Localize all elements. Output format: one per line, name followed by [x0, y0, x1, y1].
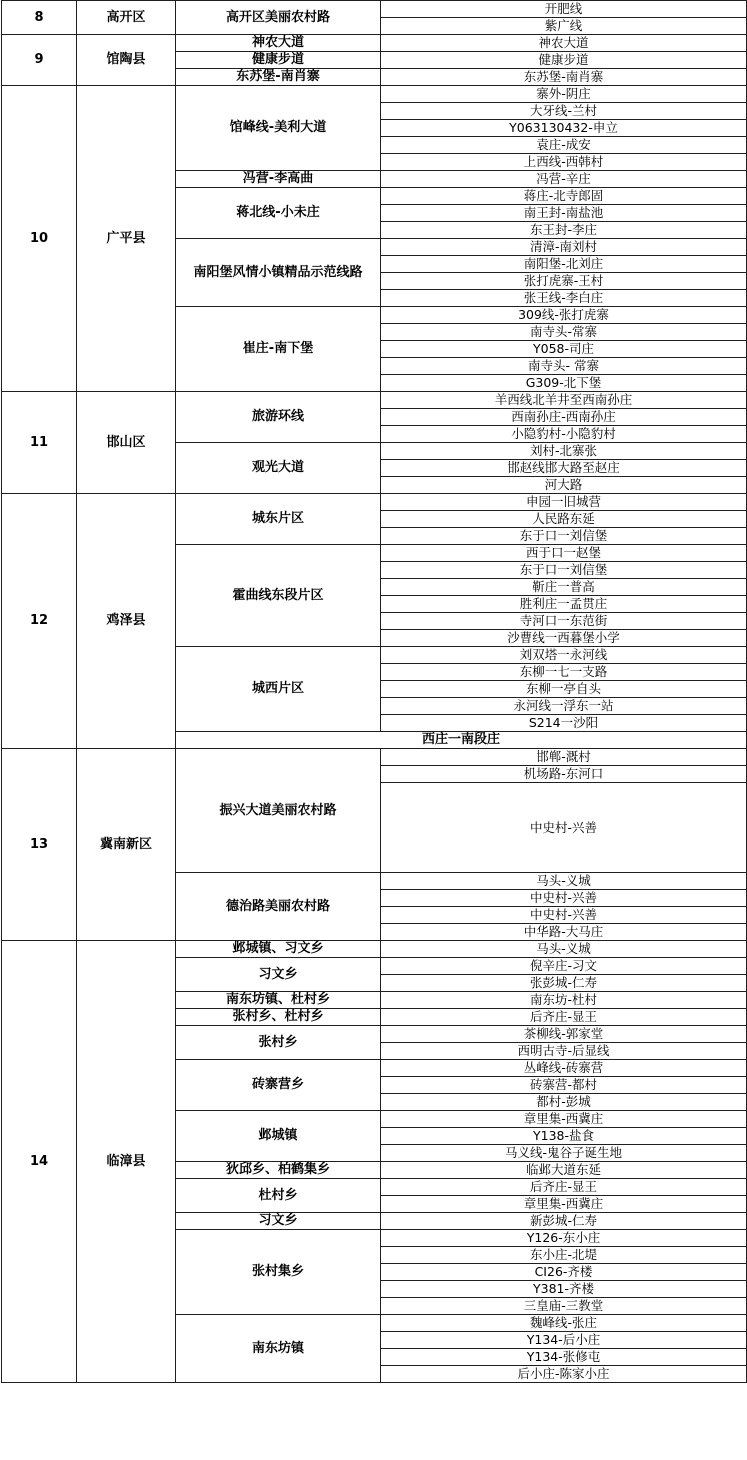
- sheet-table: [1, 0, 747, 1383]
- segment-cell: 机场路-东河口: [381, 766, 747, 783]
- segment-cell: 胜利庄一孟贯庄: [381, 596, 747, 613]
- road-name-cell: 崔庄-南下堡: [176, 307, 381, 392]
- segment-cell: 冯营-辛庄: [381, 171, 747, 188]
- segment-cell: 小隐豹村-小隐豹村: [381, 426, 747, 443]
- segment-cell: CI26-齐楼: [381, 1264, 747, 1281]
- county-cell: 临漳县: [77, 941, 176, 1383]
- road-name-cell: 高开区美丽农村路: [176, 1, 381, 35]
- road-name-cell: 习文乡: [176, 1213, 381, 1230]
- segment-cell: 人民路东延: [381, 511, 747, 528]
- road-name-cell: 邺城镇: [176, 1111, 381, 1162]
- road-name-cell: 德治路美丽农村路: [176, 873, 381, 941]
- segment-cell: 中史村-兴善: [381, 783, 747, 873]
- road-list-table: [1, 0, 746, 1383]
- segment-cell: 中史村-兴善: [381, 890, 747, 907]
- segment-cell: 邯郸-溉村: [381, 749, 747, 766]
- group-number-cell: 12: [2, 494, 77, 749]
- table-row: [2, 494, 747, 511]
- segment-cell: 后齐庄-显王: [381, 1009, 747, 1026]
- county-cell: 冀南新区: [77, 749, 176, 941]
- segment-cell: 西南孙庄-西南孙庄: [381, 409, 747, 426]
- group-number-cell: 10: [2, 86, 77, 392]
- road-name-cell: 张村集乡: [176, 1230, 381, 1315]
- table-row: [2, 392, 747, 409]
- segment-cell: 开肥线: [381, 1, 747, 18]
- road-name-cell: 振兴大道美丽农村路: [176, 749, 381, 873]
- road-name-cell: 神农大道: [176, 35, 381, 52]
- segment-cell: 神农大道: [381, 35, 747, 52]
- segment-cell: 三皇庙-三教堂: [381, 1298, 747, 1315]
- road-name-cell: 西庄一南段庄: [176, 732, 747, 749]
- segment-cell: 刘村-北寨张: [381, 443, 747, 460]
- road-name-cell: 城西片区: [176, 647, 381, 732]
- segment-cell: 羊西线北羊井至西南孙庄: [381, 392, 747, 409]
- segment-cell: 东苏堡-南肖寨: [381, 69, 747, 86]
- segment-cell: 新彭城-仁寿: [381, 1213, 747, 1230]
- segment-cell: 申园一旧城营: [381, 494, 747, 511]
- group-number-cell: 8: [2, 1, 77, 35]
- county-cell: 高开区: [77, 1, 176, 35]
- table-row: [2, 35, 747, 52]
- segment-cell: 后小庄-陈家小庄: [381, 1366, 747, 1383]
- segment-cell: 南东坊-杜村: [381, 992, 747, 1009]
- segment-cell: 丛峰线-砖寨营: [381, 1060, 747, 1077]
- group-number-cell: 11: [2, 392, 77, 494]
- segment-cell: 茶柳线-郭家堂: [381, 1026, 747, 1043]
- segment-cell: 南寺头- 常寨: [381, 358, 747, 375]
- segment-cell: 309线-张打虎寨: [381, 307, 747, 324]
- county-cell: 鸡泽县: [77, 494, 176, 749]
- segment-cell: 南阳堡-北刘庄: [381, 256, 747, 273]
- county-cell: 邯山区: [77, 392, 176, 494]
- segment-cell: 章里集-西冀庄: [381, 1196, 747, 1213]
- road-name-cell: 杜村乡: [176, 1179, 381, 1213]
- segment-cell: 东于口一刘信堡: [381, 562, 747, 579]
- segment-cell: Y126-东小庄: [381, 1230, 747, 1247]
- road-name-cell: 东苏堡-南肖寨: [176, 69, 381, 86]
- segment-cell: 中华路-大马庄: [381, 924, 747, 941]
- road-name-cell: 砖寨营乡: [176, 1060, 381, 1111]
- group-number-cell: 13: [2, 749, 77, 941]
- road-name-cell: 馆峰线-美利大道: [176, 86, 381, 171]
- segment-cell: 南王封-南盐池: [381, 205, 747, 222]
- road-name-cell: 张村乡: [176, 1026, 381, 1060]
- segment-cell: 东王封-李庄: [381, 222, 747, 239]
- segment-cell: 砖寨营-都村: [381, 1077, 747, 1094]
- segment-cell: 马头-义城: [381, 873, 747, 890]
- segment-cell: 袁庄-成安: [381, 137, 747, 154]
- segment-cell: 倪辛庄-习文: [381, 958, 747, 975]
- county-cell: 馆陶县: [77, 35, 176, 86]
- table-row: [2, 941, 747, 958]
- segment-cell: 西明古寺-后显线: [381, 1043, 747, 1060]
- segment-cell: 邯赵线邯大路至赵庄: [381, 460, 747, 477]
- road-name-cell: 蒋北线-小未庄: [176, 188, 381, 239]
- road-name-cell: 城东片区: [176, 494, 381, 545]
- road-name-cell: 旅游环线: [176, 392, 381, 443]
- segment-cell: Y063130432-申立: [381, 120, 747, 137]
- segment-cell: 中史村-兴善: [381, 907, 747, 924]
- segment-cell: 都村-彭城: [381, 1094, 747, 1111]
- segment-cell: Y058-司庄: [381, 341, 747, 358]
- table-row: [2, 86, 747, 103]
- road-name-cell: 南阳堡风情小镇精品示范线路: [176, 239, 381, 307]
- segment-cell: Y134-后小庄: [381, 1332, 747, 1349]
- segment-cell: 河大路: [381, 477, 747, 494]
- segment-cell: 章里集-西冀庄: [381, 1111, 747, 1128]
- segment-cell: 刘双塔一永河线: [381, 647, 747, 664]
- segment-cell: 马义线-鬼谷子诞生地: [381, 1145, 747, 1162]
- group-number-cell: 9: [2, 35, 77, 86]
- segment-cell: 西于口一赵堡: [381, 545, 747, 562]
- segment-cell: 东柳一七一支路: [381, 664, 747, 681]
- segment-cell: 上西线-西韩村: [381, 154, 747, 171]
- segment-cell: 健康步道: [381, 52, 747, 69]
- segment-cell: 大牙线-兰村: [381, 103, 747, 120]
- road-name-cell: 邺城镇、习文乡: [176, 941, 381, 958]
- segment-cell: 临邺大道东延: [381, 1162, 747, 1179]
- segment-cell: 寺河口一东范街: [381, 613, 747, 630]
- road-name-cell: 霍曲线东段片区: [176, 545, 381, 647]
- segment-cell: Y381-齐楼: [381, 1281, 747, 1298]
- segment-cell: 张打虎寨-王村: [381, 273, 747, 290]
- table-row: [2, 749, 747, 766]
- segment-cell: 蒋庄-北寺郎固: [381, 188, 747, 205]
- segment-cell: 寨外-阴庄: [381, 86, 747, 103]
- segment-cell: 紫广线: [381, 18, 747, 35]
- road-name-cell: 张村乡、杜村乡: [176, 1009, 381, 1026]
- segment-cell: 东柳一亭自头: [381, 681, 747, 698]
- segment-cell: 后齐庄-显王: [381, 1179, 747, 1196]
- group-number-cell: 14: [2, 941, 77, 1383]
- road-name-cell: 南东坊镇: [176, 1315, 381, 1383]
- segment-cell: G309-北下堡: [381, 375, 747, 392]
- segment-cell: 魏峰线-张庄: [381, 1315, 747, 1332]
- segment-cell: S214一沙阳: [381, 715, 747, 732]
- segment-cell: 东小庄-北堤: [381, 1247, 747, 1264]
- segment-cell: 清漳-南刘村: [381, 239, 747, 256]
- road-name-cell: 健康步道: [176, 52, 381, 69]
- segment-cell: 南寺头-常寨: [381, 324, 747, 341]
- road-name-cell: 习文乡: [176, 958, 381, 992]
- county-cell: 广平县: [77, 86, 176, 392]
- road-name-cell: 观光大道: [176, 443, 381, 494]
- segment-cell: 马头-义城: [381, 941, 747, 958]
- segment-cell: 靳庄一普高: [381, 579, 747, 596]
- table-row: [2, 1, 747, 18]
- segment-cell: 沙曹线一西暮堡小学: [381, 630, 747, 647]
- road-name-cell: 狄邱乡、柏鹤集乡: [176, 1162, 381, 1179]
- segment-cell: 永河线一浮东一站: [381, 698, 747, 715]
- segment-cell: Y138-盐食: [381, 1128, 747, 1145]
- segment-cell: Y134-张修屯: [381, 1349, 747, 1366]
- segment-cell: 张彭城-仁寿: [381, 975, 747, 992]
- segment-cell: 东于口一刘信堡: [381, 528, 747, 545]
- segment-cell: 张王线-李白庄: [381, 290, 747, 307]
- road-name-cell: 南东坊镇、杜村乡: [176, 992, 381, 1009]
- road-name-cell: 冯营-李高曲: [176, 171, 381, 188]
